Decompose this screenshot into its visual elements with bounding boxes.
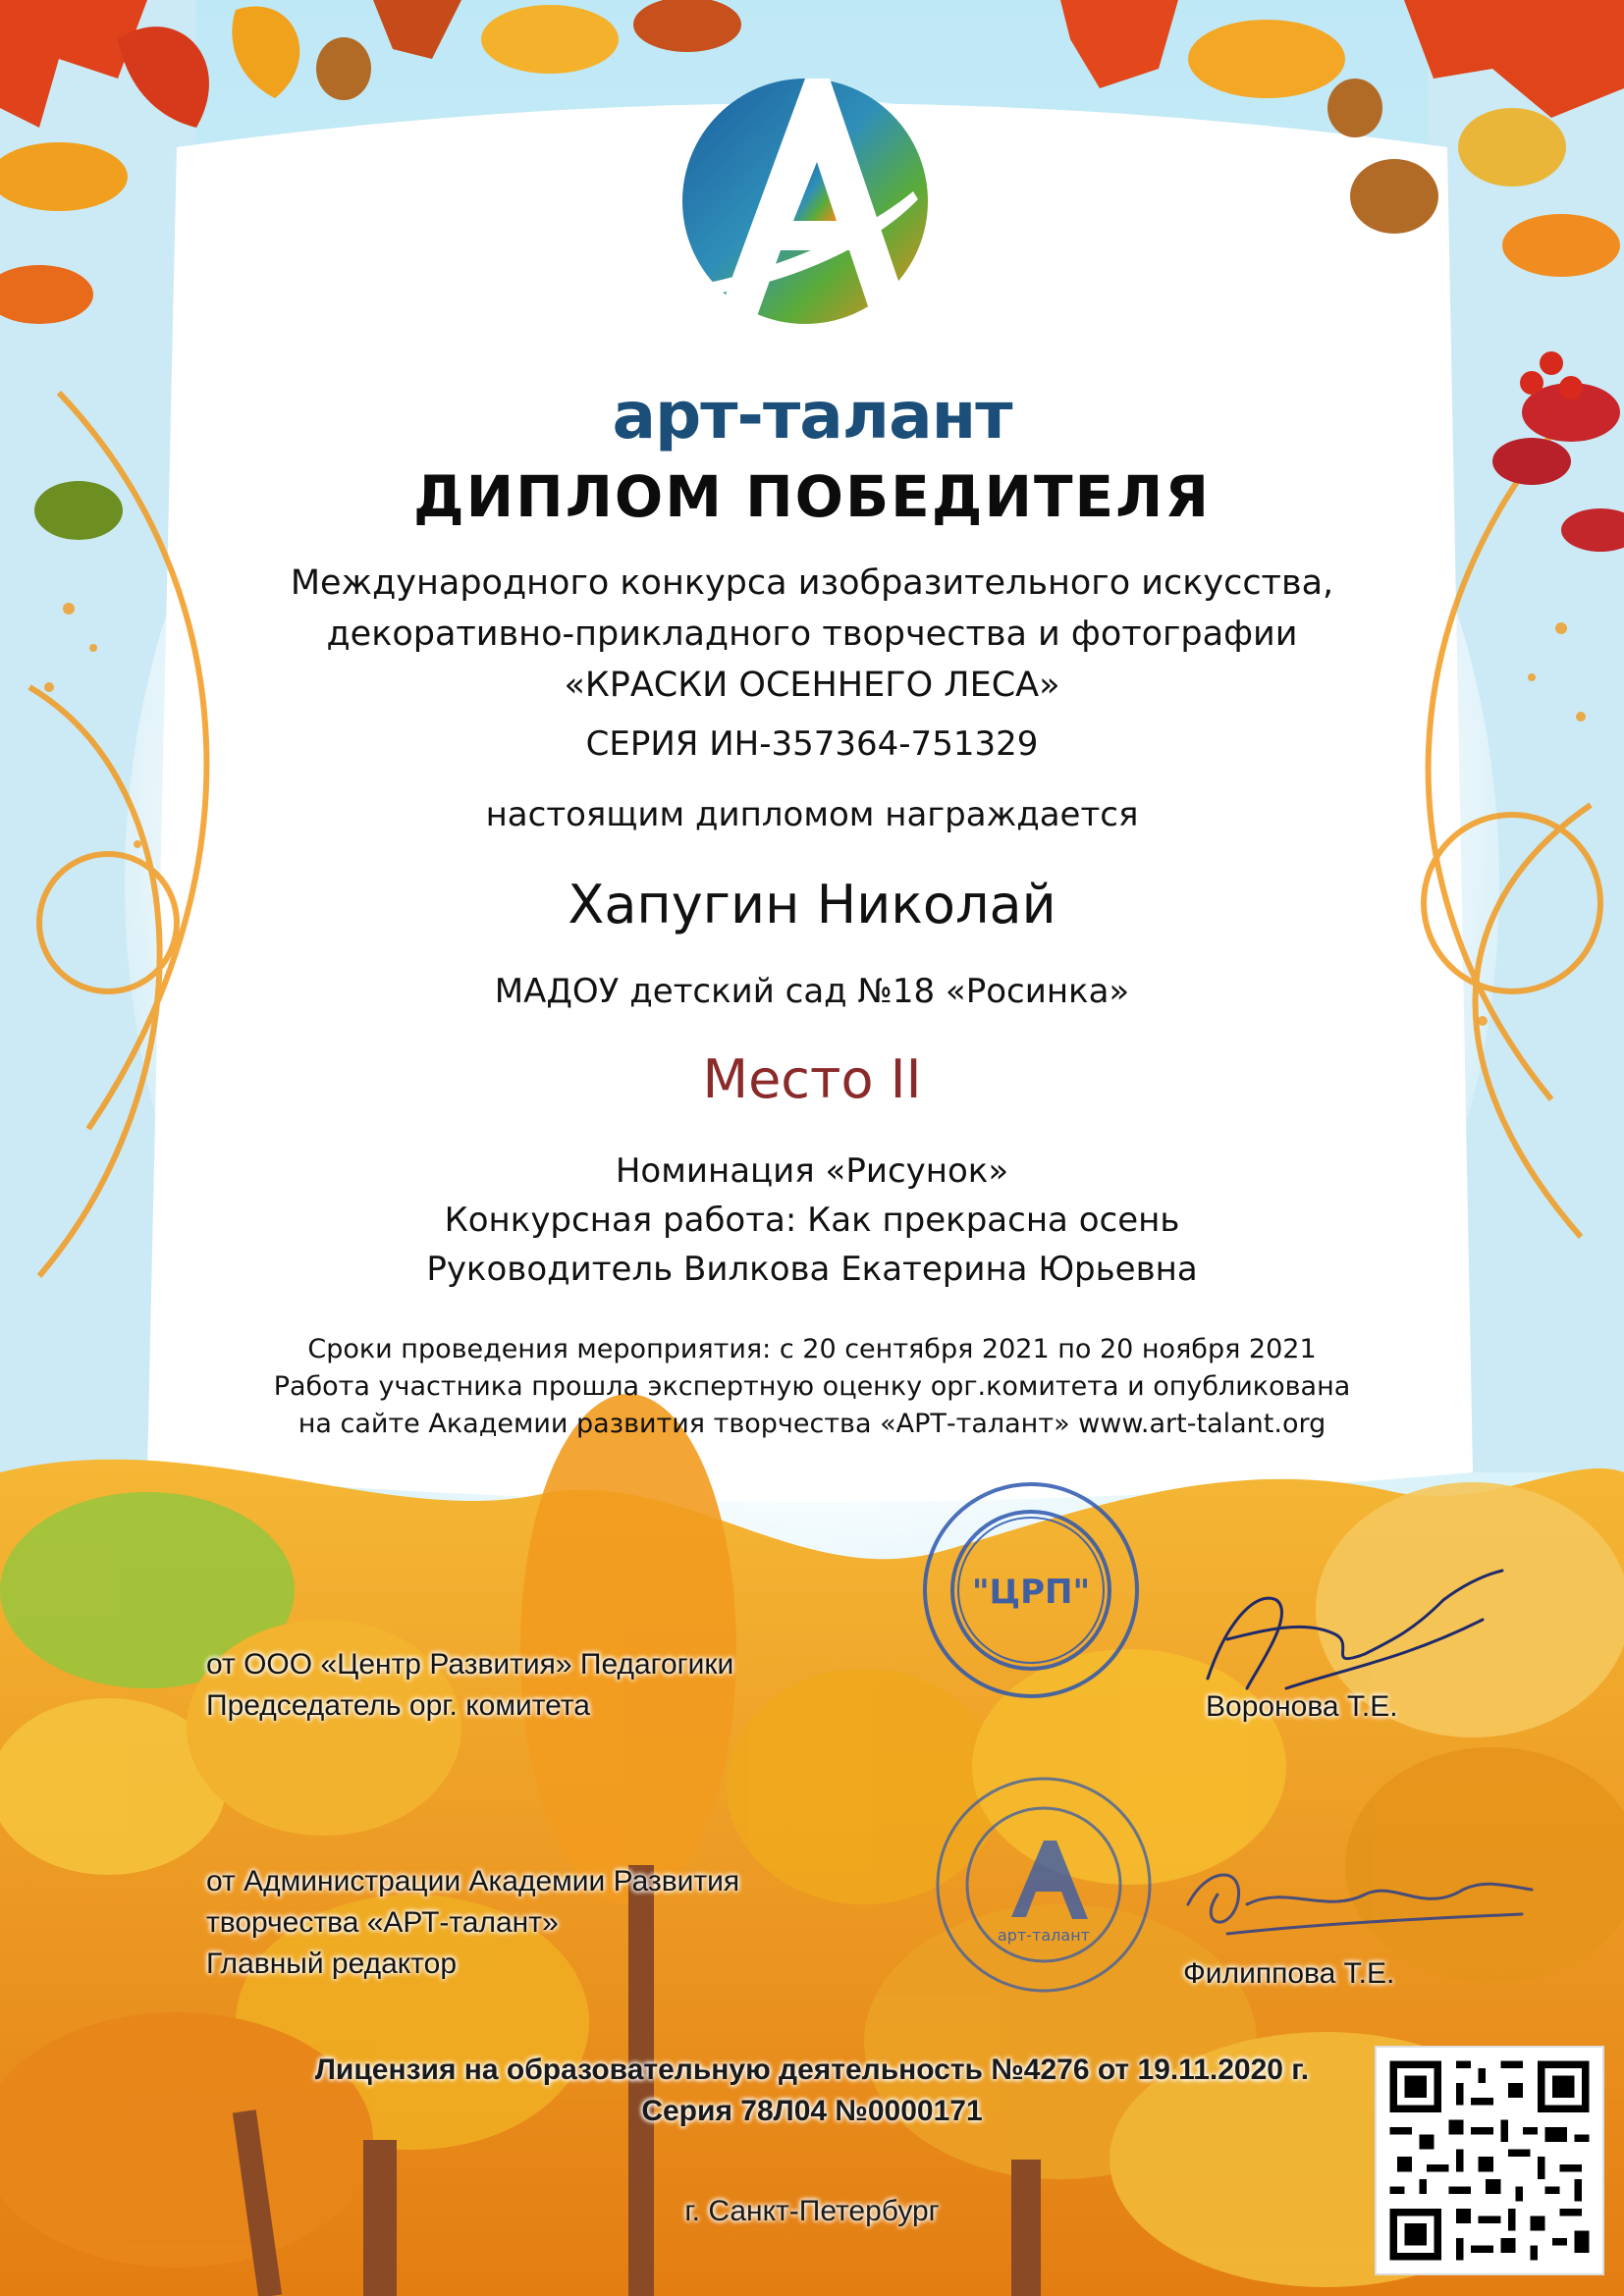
contest-description (0, 558, 1624, 711)
diploma-title: ДИПЛОМ ПОБЕДИТЕЛЯ (412, 463, 1211, 530)
recipient-organization: МАДОУ детский сад №18 «Росинка» (494, 972, 1130, 1011)
signatory-1-role: Председатель орг. комитета (206, 1689, 590, 1722)
place-award: Место II (702, 1048, 922, 1110)
signatory-1-org: от ООО «Центр Развития» Педагогики (206, 1648, 734, 1681)
contest-line-1: Международного конкурса изобразительного искусства, (290, 563, 1334, 603)
terms-website: на сайте Академии развития творчества «АРТ-талант» www.art-talant.org (298, 1409, 1326, 1439)
stamp1-center-text: "ЦРП" (971, 1573, 1091, 1612)
round-stamp-icon (918, 1477, 1144, 1703)
signatory-2-role: Главный редактор (206, 1948, 458, 1980)
terms-dates: Сроки проведения мероприятия: с 20 сентября 2021 по 20 ноября 2021 (307, 1334, 1317, 1364)
contest-line-2: декоративно-прикладного творчества и фотографии (326, 614, 1298, 654)
signatory-2 (206, 1861, 739, 1985)
round-stamp-icon (931, 1772, 1157, 1998)
award-details (0, 1147, 1624, 1294)
signatory-1 (206, 1644, 733, 1727)
license-line-2: Серия 78Л04 №0000171 (641, 2095, 983, 2127)
contest-name: «КРАСКИ ОСЕННЕГО ЛЕСА» (564, 666, 1060, 705)
event-terms (0, 1331, 1624, 1443)
recipient-name: Хапугин Николай (568, 874, 1056, 935)
qr-code-icon[interactable] (1377, 2048, 1602, 2273)
terms-review: Работа участника прошла экспертную оценку орг.комитета и опубликована (273, 1371, 1351, 1402)
series-number: СЕРИЯ ИН-357364-751329 (585, 724, 1039, 764)
art-talant-logo-icon (677, 74, 933, 378)
supervisor: Руководитель Вилкова Екатерина Юрьевна (426, 1250, 1198, 1289)
signatory-1-name: Воронова Т.Е. (1206, 1690, 1398, 1723)
nomination: Номинация «Рисунок» (615, 1151, 1009, 1191)
awarded-text: настоящим дипломом награждается (485, 795, 1139, 834)
signatory-2-org-name: творчества «АРТ-талант» (206, 1906, 559, 1939)
city: г. Санкт-Петербург (684, 2195, 940, 2227)
stamp2-center-text: арт-талант (998, 1926, 1090, 1945)
license-line-1: Лицензия на образовательную деятельность №4276 от 19.11.2020 г. (314, 2054, 1310, 2086)
brand-wordmark: арт-талант (612, 378, 1012, 454)
contest-work: Конкурсная работа: Как прекрасна осень (444, 1201, 1180, 1240)
signatory-2-org: от Администрации Академии Развития (206, 1865, 740, 1897)
signatory-2-name: Филиппова Т.Е. (1183, 1957, 1395, 1990)
handwritten-signature (1168, 1845, 1542, 1963)
